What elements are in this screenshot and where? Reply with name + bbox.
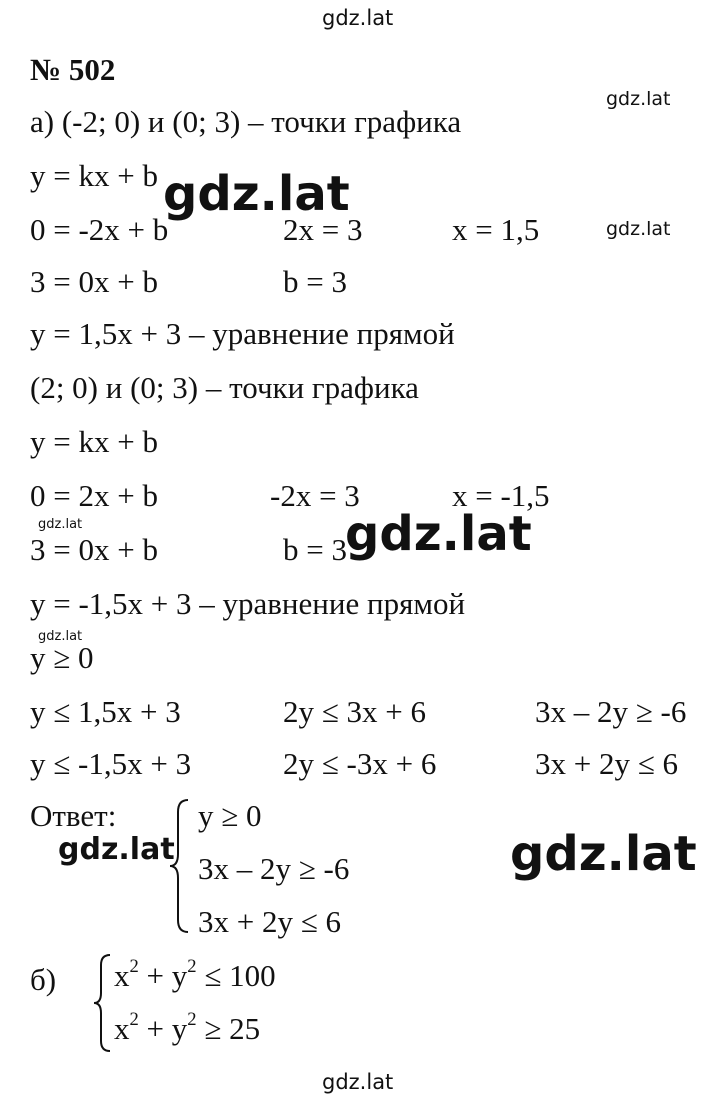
watermark-large: gdz.lat (345, 506, 532, 562)
inequality-row-2-col-3: 3x + 2y ≤ 6 (535, 746, 678, 781)
equation-row-1-col-2: 2x = 3 (283, 212, 363, 247)
watermark: gdz.lat (606, 88, 671, 110)
inequality-row-2-col-1: y ≤ -1,5x + 3 (30, 746, 192, 781)
system-line-1: y ≥ 0 (198, 798, 262, 833)
part-b-inequality-2: $x^2 + y^2 \ge 25$ (114, 1009, 261, 1046)
inequality-row-2-col-2: 2y ≤ -3x + 6 (283, 746, 437, 781)
watermark-large: gdz.lat (510, 826, 697, 882)
general-equation-1: y = kx + b (30, 158, 158, 193)
system-line-3: 3x + 2y ≤ 6 (198, 904, 341, 939)
left-brace-icon (92, 952, 116, 1054)
problem-number: № 502 (30, 52, 116, 87)
general-equation-2: y = kx + b (30, 424, 158, 459)
inequality-row-1-col-1: y ≤ 1,5x + 3 (30, 694, 181, 729)
footer-watermark: gdz.lat (322, 1070, 394, 1094)
part-a-intro-1: а) (-2; 0) и (0; 3) – точки графика (30, 104, 462, 139)
inequality-row-1-col-3: 3x – 2y ≥ -6 (535, 694, 687, 729)
equation-row-3-col-2: -2x = 3 (270, 478, 360, 513)
header-watermark: gdz.lat (322, 6, 394, 30)
inequality-row-1-col-2: 2y ≤ 3x + 6 (283, 694, 426, 729)
part-a-intro-2: (2; 0) и (0; 3) – точки графика (30, 370, 419, 405)
line-2-result: y = -1,5x + 3 – уравнение прямой (30, 586, 466, 621)
answer-label: Ответ: (30, 798, 117, 833)
equation-row-4-col-2: b = 3 (283, 532, 347, 567)
watermark-medium: gdz.lat (58, 832, 175, 867)
system-line-2: 3x – 2y ≥ -6 (198, 851, 350, 886)
part-b-inequality-1: $x^2 + y^2 \le 100$ (114, 956, 276, 993)
line-1-result: y = 1,5x + 3 – уравнение прямой (30, 316, 455, 351)
inequality-y-nonnegative: y ≥ 0 (30, 640, 94, 675)
watermark: gdz.lat (606, 218, 671, 240)
watermark-large: gdz.lat (163, 166, 350, 222)
equation-row-2-col-1: 3 = 0x + b (30, 264, 158, 299)
equation-row-3-col-3: x = -1,5 (452, 478, 550, 513)
equation-row-1-col-1: 0 = -2x + b (30, 212, 169, 247)
equation-row-4-col-1: 3 = 0x + b (30, 532, 158, 567)
watermark-tiny: gdz.lat (38, 517, 83, 532)
equation-row-1-col-3: x = 1,5 (452, 212, 540, 247)
equation-row-3-col-1: 0 = 2x + b (30, 478, 158, 513)
watermark-tiny: gdz.lat (38, 629, 83, 644)
part-b-label: б) (30, 962, 57, 997)
equation-row-2-col-2: b = 3 (283, 264, 347, 299)
